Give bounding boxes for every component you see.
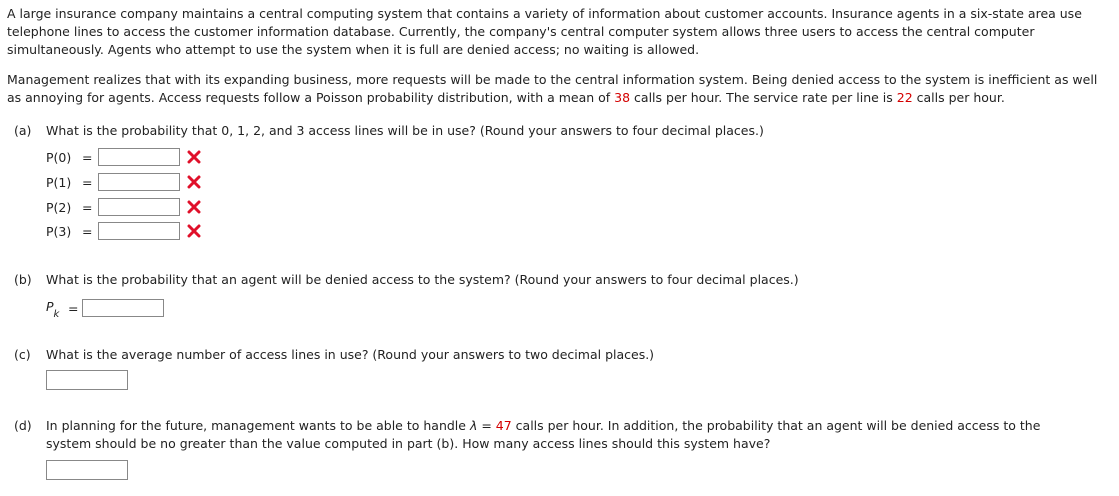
part-d-line1 bbox=[46, 417, 1040, 435]
part-b-text: What is the probability that an agent will be denied access to the system? (Round your answers to four decimal places.) bbox=[46, 272, 799, 287]
p0-row bbox=[46, 146, 201, 168]
incorrect-x-icon bbox=[187, 200, 201, 214]
p3-row bbox=[46, 220, 201, 242]
pk-symbol bbox=[46, 298, 68, 321]
part-d-label: (d) bbox=[14, 418, 32, 433]
part-d-line2: system should be no greater than the value computed in part (b). How many access lines should this system have? bbox=[46, 436, 771, 451]
part-d-text-1: In planning for the future, management wants to be able to handle bbox=[46, 418, 470, 433]
part-b-question bbox=[14, 271, 799, 289]
access-lines-input[interactable] bbox=[46, 460, 128, 480]
pk-input[interactable] bbox=[82, 299, 164, 317]
arrival-mean: 38 bbox=[614, 90, 631, 105]
part-a-label: (a) bbox=[14, 123, 32, 138]
pk-symbol-p: P bbox=[46, 298, 54, 314]
p2-label: P(2) bbox=[46, 199, 72, 215]
pk-subscript: k bbox=[53, 309, 60, 321]
part-a-text: What is the probability that 0, 1, 2, and 3 access lines will be in use? (Round your answers to four decimal places.) bbox=[46, 123, 764, 138]
p1-input[interactable] bbox=[98, 173, 180, 191]
part-d-text-2: calls per hour. In addition, the probability that an agent will be denied access to the bbox=[511, 418, 1041, 433]
service-rate: 22 bbox=[896, 90, 913, 105]
p0-equals: = bbox=[82, 149, 93, 165]
p0-input[interactable] bbox=[98, 148, 180, 166]
part-c-text: What is the average number of access lines in use? (Round your answers to two decimal places.) bbox=[46, 347, 655, 362]
context-text-1: Management realizes that with its expanding business, more requests will be made to the central information system. Being denied access to the system is inefficient as well as annoying for agents. Access requests follow a Poisson probability distribution, with a mean of bbox=[7, 72, 1098, 105]
incorrect-x-icon bbox=[187, 150, 201, 164]
incorrect-x-icon bbox=[187, 175, 201, 189]
p2-equals: = bbox=[82, 199, 93, 215]
context-text-3: calls per hour. bbox=[912, 90, 1005, 105]
avg-lines-input[interactable] bbox=[46, 370, 128, 390]
part-c-label: (c) bbox=[14, 347, 31, 362]
p1-label: P(1) bbox=[46, 174, 72, 190]
part-b-label: (b) bbox=[14, 272, 32, 287]
context-text-2: calls per hour. The service rate per line is bbox=[630, 90, 897, 105]
p0-label: P(0) bbox=[46, 149, 72, 165]
part-d-label-wrap bbox=[14, 417, 46, 435]
lambda-equals: = bbox=[477, 418, 496, 433]
intro-paragraph: A large insurance company maintains a central computing system that contains a variety of information about customer accounts. Insurance agents in a six-state area use telephone lines to access the customer information database. Currently, the company's central computer system allows three users to access the central computer simultaneously. Agents who attempt to use the system when it is full are denied access; no waiting is allowed. bbox=[7, 6, 1082, 57]
p3-input[interactable] bbox=[98, 222, 180, 240]
context-paragraph bbox=[7, 71, 1115, 107]
p1-row bbox=[46, 171, 201, 193]
lambda-symbol: λ bbox=[469, 418, 478, 433]
incorrect-x-icon bbox=[187, 224, 201, 238]
p3-label: P(3) bbox=[46, 223, 72, 239]
lambda-value: 47 bbox=[495, 418, 512, 433]
p1-equals: = bbox=[82, 174, 93, 190]
pk-equals: = bbox=[68, 300, 79, 316]
part-a-question bbox=[14, 122, 764, 140]
pk-row bbox=[46, 297, 164, 319]
p2-input[interactable] bbox=[98, 198, 180, 216]
p2-row bbox=[46, 196, 201, 218]
part-c-question bbox=[14, 346, 654, 364]
p3-equals: = bbox=[82, 223, 93, 239]
